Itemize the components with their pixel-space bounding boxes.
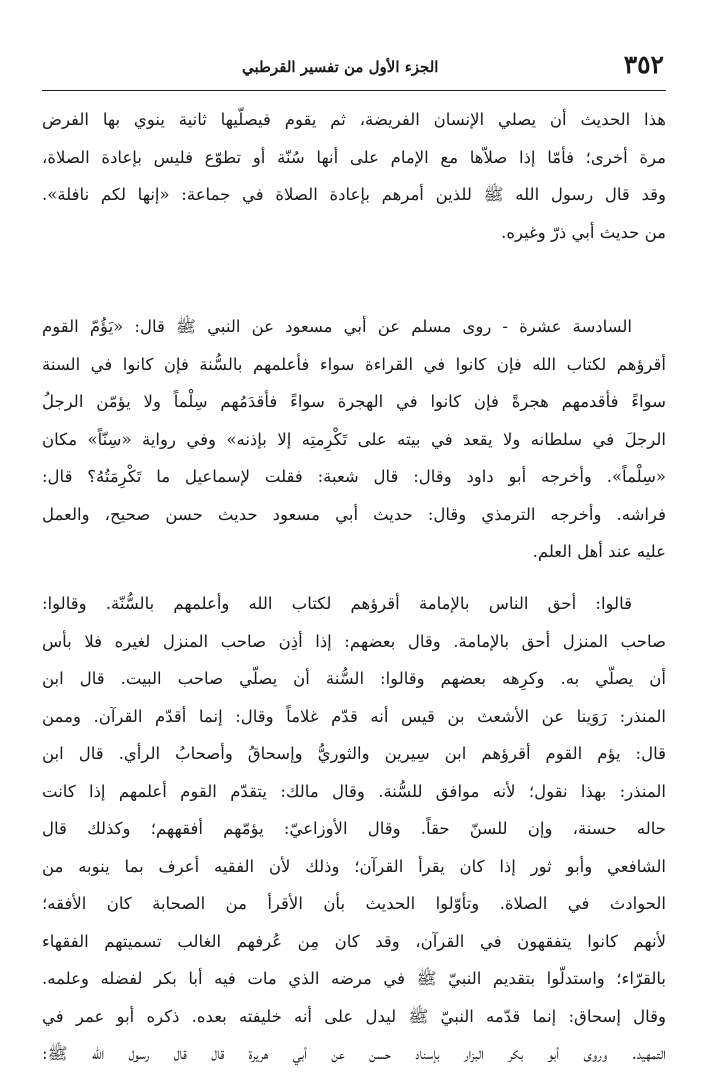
text-line: قالوا: أحق الناس بالإمامة أقرؤهم لكتاب الله وأعلمهم بالسُّنّة. وقالوا: [42, 594, 632, 613]
text-line: الحوادث في الصلاة. وتأوّلوا الحديث بأن الأقرأ من الصحابة كان الأفقه؛ [42, 894, 666, 913]
text-line: هذا الحديث أن يصلي الإنسان الفريضة، ثم يقوم فيصلّيها ثانية ينوي بها الفرض [42, 110, 666, 129]
text-line: حاله حسنة، وإن للسنّ حقاً. وقال الأوزاعيّ: يؤمّهم أفقههم؛ وكذلك قال [42, 819, 666, 838]
page-number: ٣٥٢ [623, 50, 664, 79]
running-title: الجزء الأول من تفسير القرطبي [242, 58, 439, 76]
text-line: سواءً فأقدمهم هجرةً فإن كانوا في الهجرة سواءً فأقدَمُهم سِلْماً ولا يؤمّن الرجلُ [42, 392, 666, 411]
text-line: المنذر: بهذا نقول؛ لأنه موافق للسُّنة. وقال مالك: يتقدّم القوم أعلمهم إذا كانت [42, 781, 666, 801]
text-line: قال: يؤم القوم أقرؤهم ابن سِيرين والثوريُّ وإسحاقُ وأصحابُ الرأي. قال ابن [42, 744, 666, 763]
book-page [42, 46, 666, 1063]
text-line: وقد قال رسول الله ﷺ للذين أمرهم بإعادة الصلاة في جماعة: «إنها لكم نافلة». [42, 185, 666, 204]
text-line: عليه عند أهل العلم. [532, 542, 666, 561]
paragraph-2 [42, 308, 666, 571]
text-line: السادسة عشرة - روى مسلم عن أبي مسعود عن النبي ﷺ قال: «يَؤُمّ القوم [42, 317, 632, 336]
text-line: من حديث أبي ذرّ وغيره. [501, 222, 666, 242]
text-line: الشافعي وأبو ثور إذا كان يقرأ القرآن؛ وذلك لأن الفقيه أعرف بما ينوبه من [42, 856, 666, 876]
text-line: وقال إسحاق: إنما قدّمه النبيّ ﷺ ليدل على أنه خليفته بعده. ذكره أبو عمر في [42, 1006, 666, 1026]
text-line: التمهيد. وروى أبو بكر البزار بإسناد حسن عن أبي هريرة قال قال رسول الله ﷺ: [42, 1044, 666, 1063]
text-line: صاحب المنزل أحق بالإمامة. وقال بعضهم: إذا أذِن صاحب المنزل لغيره فلا بأس [42, 631, 666, 651]
text-line: بالقرّاء؛ واستدلّوا بتقديم النبيّ ﷺ في مرضه الذي مات فيه أبا بكر لفضله وعلمه. [42, 969, 666, 988]
text-line: أقرؤهم لكتاب الله فإن كانوا في القراءة سواء فأعلمهم بالسُّنة فإن كانوا في السنة [42, 354, 666, 374]
text-line: لأنهم كانوا يتفقهون في القرآن، وقد كان مِن عُرفهم الغالب تسميتهم الفقهاء [42, 931, 666, 951]
text-line: المنذر: رَوَينا عن الأشعث بن قيس أنه قدّم غلاماً وقال: إنما أقدّم القرآن. وممن [42, 706, 666, 726]
paragraph-1 [42, 101, 666, 251]
page-header [42, 46, 666, 91]
text-line: مرة أخرى؛ فأمّا إذا صلاّها مع الإمام على أنها سُنّة أو تطوّع فليس بإعادة الصلاة، [42, 147, 666, 167]
text-line: «سِلْماً». وأخرجه أبو داود وقال: قال شعبة: فقلت لإسماعيل ما تَكْرِمَتُهُ؟ قال: [42, 467, 666, 486]
paragraph-3 [42, 585, 666, 1073]
text-line: الرجلَ في سلطانه ولا يقعد في بيته على تَكْرِمتِه إلا بإذنه» وفي رواية «سِنّاً» مكان [42, 429, 666, 449]
text-line: أن يصلّي به. وكرِهه بعضهم وقالوا: السُّنة أن يصلّي صاحب البيت. قال ابن [42, 669, 666, 688]
text-line: فراشه. وأخرجه الترمذي وقال: حديث أبي مسعود حديث حسن صحيح، والعمل [42, 504, 666, 524]
